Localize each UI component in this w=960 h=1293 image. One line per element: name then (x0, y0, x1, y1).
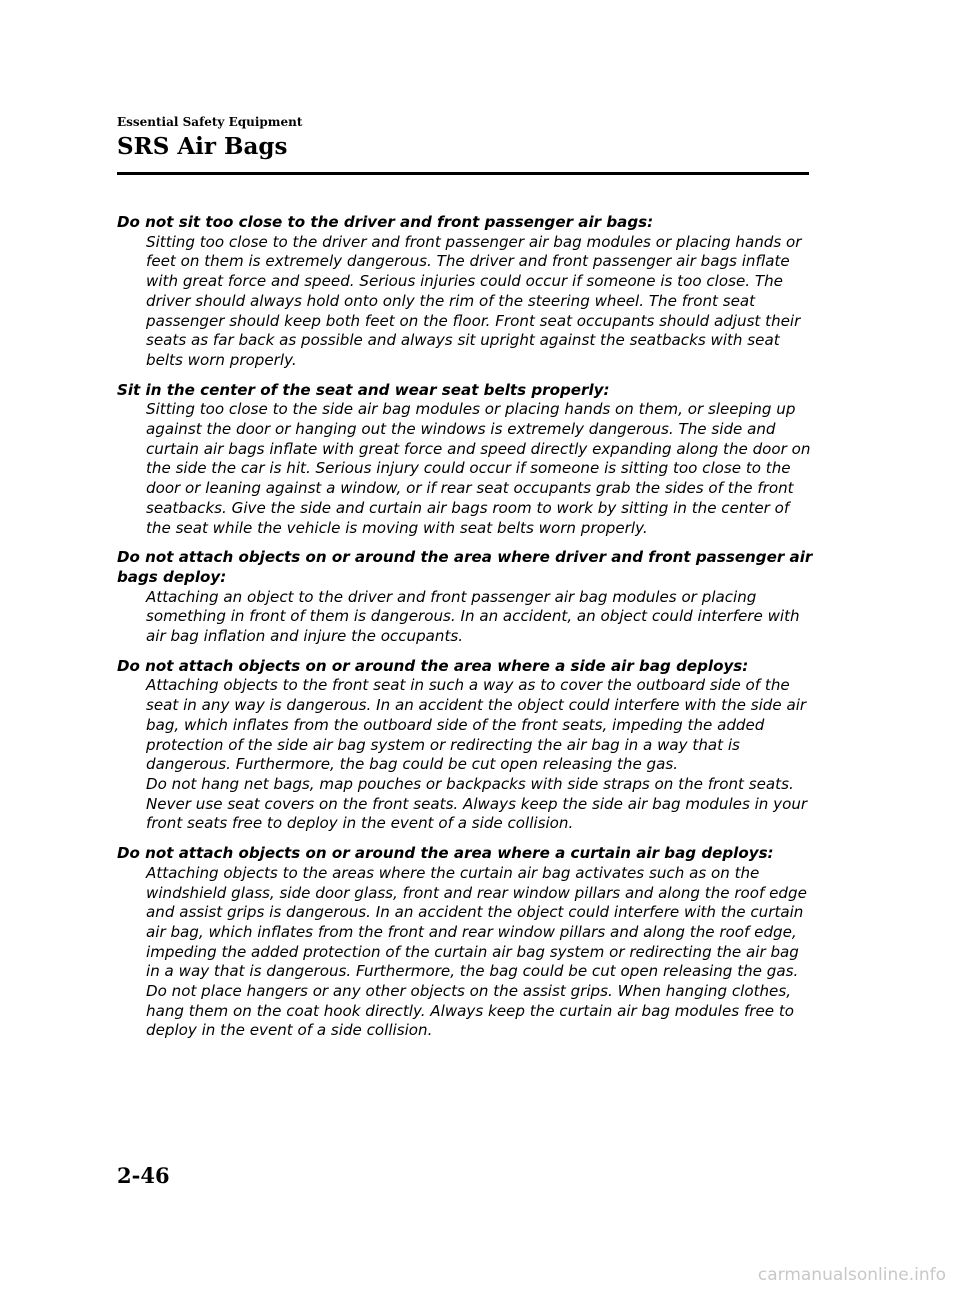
warning-item-front-airbag-objects (117, 548, 817, 647)
item-heading: Do not attach objects on or around the area where driver and front passenger air bags deploy: (117, 548, 813, 586)
item-body (117, 676, 817, 834)
item-paragraph: Attaching an object to the driver and front passenger air bag modules or placing something in front of them is dangerous. In an accident, an object could interfere with air bag inflation and injure the occupants. (146, 587, 800, 646)
item-heading: Do not sit too close to the driver and front passenger air bags: (117, 213, 654, 231)
item-paragraph: Sitting too close to the side air bag modules or placing hands on them, or sleeping up against the door or hanging out the windows is extremely dangerous. The side and curtain air bags inflate with great force and speed directly expanding along the door on the side the car is hit. Serious injury could occur if someone is sitting too close to the door or leaning against a window, or if rear seat occupants grab the sides of the front seatbacks. Give the side and curtain air bags room to work by sitting in the center of the seat while the vehicle is moving with seat belts worn properly. (146, 400, 811, 537)
item-body (117, 588, 817, 647)
item-paragraph: Attaching objects to the areas where the curtain air bag activates such as on the windshield glass, side door glass, front and rear window pillars and along the roof edge and assist grips is dangerous. In an accident the object could interfere with the curtain air bag, which inflates from the front and rear window pillars and along the roof edge, impeding the added protection of the curtain air bag system or redirecting the air bag in a way that is dangerous. Furthermore, the bag could be cut open releasing the gas. (146, 863, 807, 981)
item-body (117, 400, 817, 538)
page-title: SRS Air Bags (117, 133, 288, 160)
page-number: 2-46 (117, 1163, 170, 1188)
page-header (117, 114, 809, 175)
header-rule (117, 172, 809, 175)
item-paragraph: Sitting too close to the driver and front passenger air bag modules or placing hands or feet on them is extremely dangerous. The driver and front passenger air bags inflate with great force and speed. Serious injuries could occur if someone is too close. The driver should always hold onto only the rim of the steering wheel. The front seat passenger should keep both feet on the floor. Front seat occupants should adjust their seats as far back as possible and always sit upright against the seatbacks with seat belts worn properly. (146, 232, 802, 369)
warning-item-side-airbag-objects (117, 657, 817, 834)
item-paragraph: Do not place hangers or any other objects on the assist grips. When hanging clothes, hang them on the coat hook directly. Always keep the curtain air bag modules free to deploy in the event of a side collision. (146, 982, 794, 1040)
warning-item-curtain-airbag-objects (117, 844, 817, 1041)
section-label: Essential Safety Equipment (117, 115, 303, 129)
item-body (117, 864, 817, 1041)
warning-content (117, 213, 817, 1051)
item-paragraph: Do not hang net bags, map pouches or backpacks with side straps on the front seats. Never use seat covers on the front seats. Always keep the side air bag modules in your front seats free to deploy in the event of a side collision. (146, 774, 808, 833)
item-heading: Do not attach objects on or around the area where a curtain air bag deploys: (117, 844, 774, 863)
item-paragraph: Attaching objects to the front seat in such a way as to cover the outboard side of the seat in any way is dangerous. In an accident the object could interfere with the side air bag, which inflates from the outboard side of the front seats, impeding the added protection of the side air bag system or redirecting the air bag in a way that is dangerous. Furthermore, the bag could be cut open releasing the gas. (146, 676, 807, 774)
item-heading: Do not attach objects on or around the area where a side air bag deploys: (117, 656, 749, 675)
watermark: carmanualsonline.info (757, 1265, 946, 1285)
warning-item-center-of-seat (117, 381, 817, 539)
item-body (117, 233, 817, 371)
warning-item-close-to-front-airbags (117, 213, 817, 371)
item-heading: Sit in the center of the seat and wear seat belts properly: (117, 380, 610, 399)
